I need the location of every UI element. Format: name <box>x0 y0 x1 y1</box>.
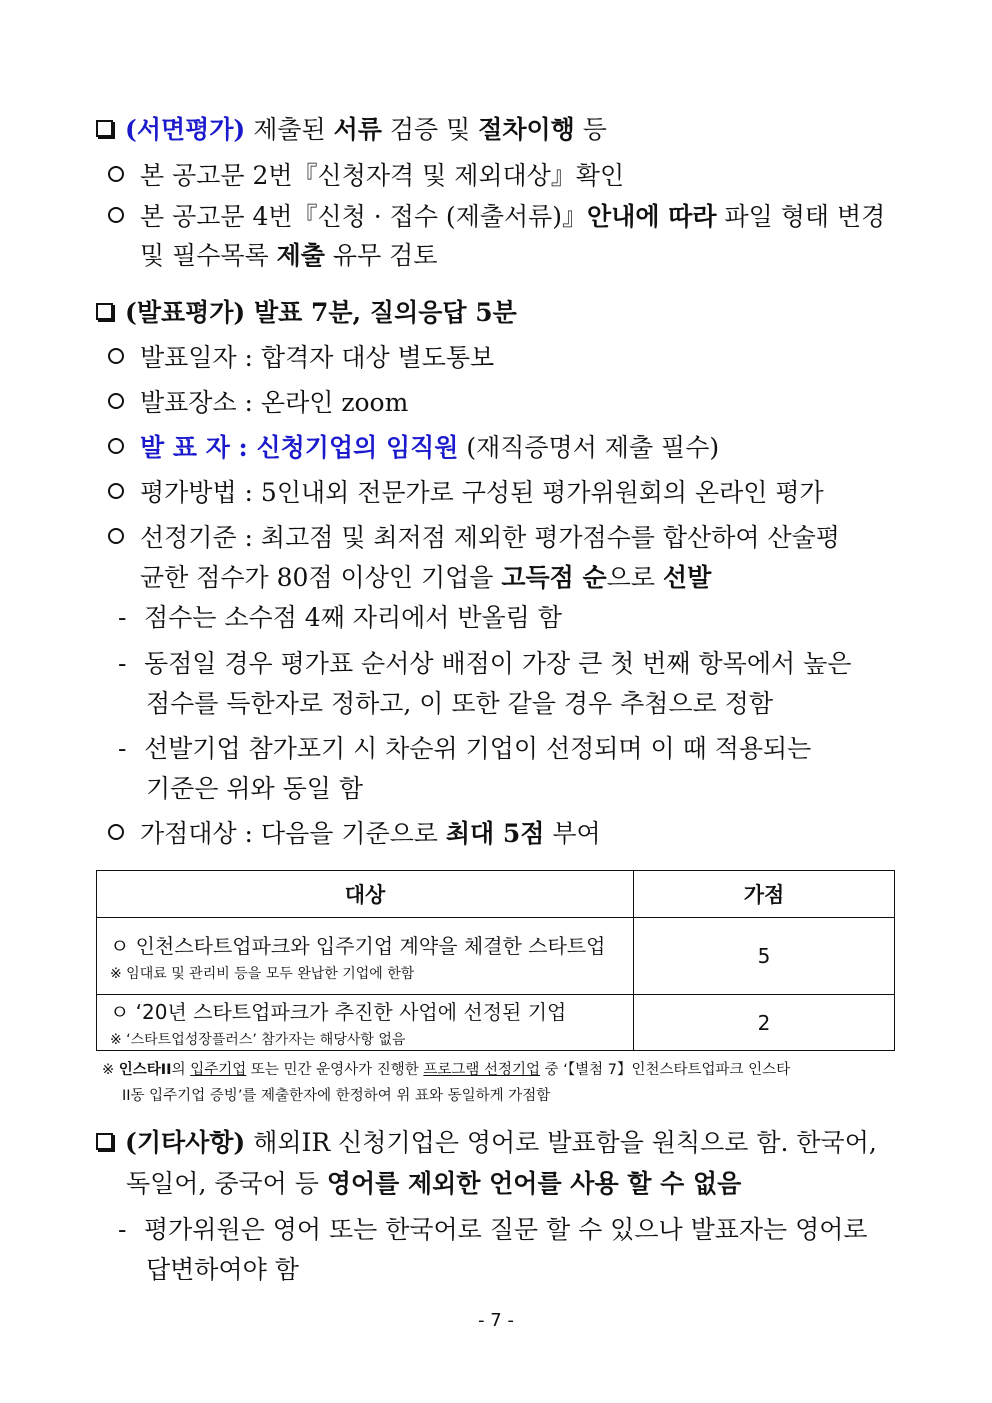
row-points: 2 <box>634 995 895 1051</box>
bullet-item-continuation: 및 필수목록 제출 유무 검토 <box>140 241 438 270</box>
circle-bullet-icon <box>108 438 124 454</box>
circle-bullet-icon <box>108 393 124 409</box>
dash-item-continuation: 기준은 위와 동일 함 <box>146 774 364 803</box>
checkbox-bullet-icon <box>96 303 113 320</box>
dash-item-continuation: 답변하여야 함 <box>146 1255 299 1284</box>
header-target: 대상 <box>97 871 634 918</box>
bullet-item: 가점대상 : 다음을 기준으로 최대 5점 부여 <box>108 818 601 850</box>
circle-bullet-icon <box>108 824 124 840</box>
checkbox-bullet-icon <box>96 120 113 137</box>
table-row <box>97 995 895 1051</box>
row-note: ※ 임대료 및 관리비 등을 모두 완납한 기업에 한함 <box>110 965 415 982</box>
dash-item: - 선발기업 참가포기 시 차순위 기업이 선정되며 이 때 적용되는 <box>118 734 812 763</box>
row-points: 5 <box>634 918 895 995</box>
dash-item: - 평가위원은 영어 또는 한국어로 질문 할 수 있으나 발표자는 영어로 <box>118 1215 868 1244</box>
section-heading-presentation-eval: (발표평가) 발표 7분, 질의응답 5분 <box>96 297 517 329</box>
circle-bullet-icon <box>108 483 124 499</box>
bullet-item: 발표장소 : 온라인 zoom <box>108 387 408 419</box>
bullet-item: 선정기준 : 최고점 및 최저점 제외한 평가점수를 합산하여 산술평 <box>108 522 840 554</box>
page-number: - 7 - <box>478 1310 514 1331</box>
circle-bullet-icon <box>108 348 124 364</box>
bullet-item: 본 공고문 4번『신청 · 접수 (제출서류)』안내에 따라 파일 형태 변경 <box>108 201 885 233</box>
section-heading-written-eval: (서면평가) 제출된 서류 검증 및 절차이행 등 <box>96 114 607 146</box>
footnote: ※ 인스타II의 입주기업 또는 민간 운영사가 진행한 프로그램 선정기업 중 ‘【별첨 7】인천스타트업파크 인스타 <box>102 1062 791 1078</box>
section-heading-misc: (기타사항) 해외IR 신청기업은 영어로 발표함을 원칙으로 함. 한국어, <box>96 1127 877 1159</box>
dash-item: - 점수는 소수점 4째 자리에서 반올림 함 <box>118 603 562 632</box>
bullet-item-continuation: 균한 점수가 80점 이상인 기업을 고득점 순으로 선발 <box>140 563 712 592</box>
bullet-item: 발표일자 : 합격자 대상 별도통보 <box>108 342 494 374</box>
bullet-item: 평가방법 : 5인내외 전문가로 구성된 평가위원회의 온라인 평가 <box>108 477 824 509</box>
table-row <box>97 918 895 995</box>
dash-item-continuation: 점수를 득한자로 정하고, 이 또한 같을 경우 추첨으로 정함 <box>146 689 773 718</box>
bonus-points-table <box>96 870 895 1051</box>
row-note: ※ ‘스타트업성장플러스’ 참가자는 해당사항 없음 <box>110 1032 406 1048</box>
bullet-item: 발 표 자 : 신청기업의 임직원 (재직증명서 제출 필수) <box>108 432 719 464</box>
circle-bullet-icon <box>108 528 124 544</box>
footnote-continuation: II동 입주기업 증빙’를 제출한자에 한정하여 위 표와 동일하게 가점함 <box>122 1088 551 1104</box>
bullet-item: 본 공고문 2번『신청자격 및 제외대상』확인 <box>108 160 624 192</box>
header-points: 가점 <box>634 871 895 918</box>
table-header-row <box>97 871 895 918</box>
checkbox-bullet-icon <box>96 1133 113 1150</box>
circle-bullet-icon <box>108 207 124 223</box>
row-condition: ㅇ ‘20년 스타트업파크가 추진한 사업에 선정된 기업 <box>110 1000 567 1024</box>
section-continuation: 독일어, 중국어 등 영어를 제외한 언어를 사용 할 수 없음 <box>126 1169 742 1198</box>
circle-bullet-icon <box>108 166 124 182</box>
row-condition: ㅇ 인천스타트업파크와 입주기업 계약을 체결한 스타트업 <box>110 933 606 958</box>
dash-item: - 동점일 경우 평가표 순서상 배점이 가장 큰 첫 번째 항목에서 높은 <box>118 649 852 678</box>
